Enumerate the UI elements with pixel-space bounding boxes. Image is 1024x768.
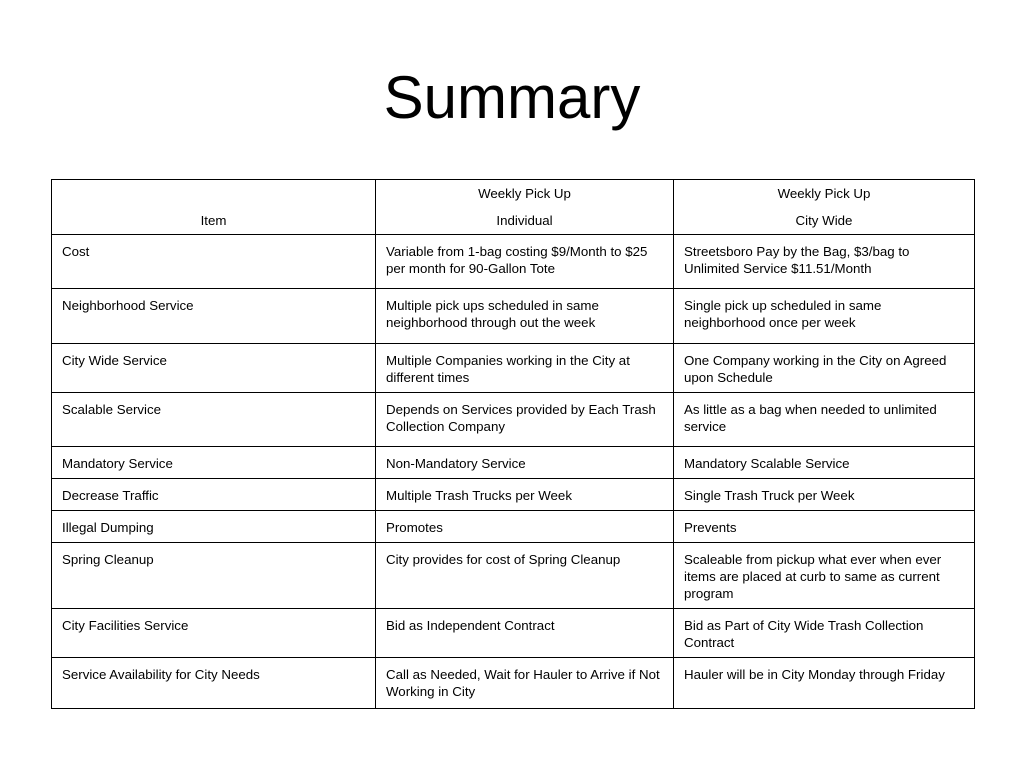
table-row bbox=[52, 511, 975, 543]
row-item-cell: Decrease Traffic bbox=[52, 479, 376, 511]
row-item-cell: Spring Cleanup bbox=[52, 543, 376, 609]
row-individual-cell: City provides for cost of Spring Cleanup bbox=[376, 543, 674, 609]
table-row bbox=[52, 447, 975, 479]
row-city-wide-cell: Scaleable from pickup what ever when ever items are placed at curb to same as current program bbox=[674, 543, 975, 609]
row-individual-cell: Promotes bbox=[376, 511, 674, 543]
row-item-cell: Service Availability for City Needs bbox=[52, 658, 376, 709]
header-city-wide-line2: City Wide bbox=[795, 213, 853, 228]
row-city-wide-cell: Streetsboro Pay by the Bag, $3/bag to Unlimited Service $11.51/Month bbox=[674, 235, 975, 289]
row-item-cell: City Facilities Service bbox=[52, 609, 376, 658]
row-item-cell: Neighborhood Service bbox=[52, 289, 376, 344]
table-row bbox=[52, 235, 975, 289]
row-individual-cell: Multiple pick ups scheduled in same neighborhood through out the week bbox=[376, 289, 674, 344]
table-row bbox=[52, 543, 975, 609]
row-city-wide-cell: Single Trash Truck per Week bbox=[674, 479, 975, 511]
table-row bbox=[52, 658, 975, 709]
header-item bbox=[52, 180, 376, 235]
header-city-wide-line1: Weekly Pick Up bbox=[777, 186, 871, 201]
header-individual bbox=[376, 180, 674, 235]
row-item-cell: Illegal Dumping bbox=[52, 511, 376, 543]
row-city-wide-cell: Hauler will be in City Monday through Friday bbox=[674, 658, 975, 709]
row-individual-cell: Depends on Services provided by Each Trash Collection Company bbox=[376, 393, 674, 447]
header-individual-line2: Individual bbox=[496, 213, 553, 228]
row-item-cell: Cost bbox=[52, 235, 376, 289]
row-city-wide-cell: Single pick up scheduled in same neighborhood once per week bbox=[674, 289, 975, 344]
row-item-cell: City Wide Service bbox=[52, 344, 376, 393]
header-individual-line1: Weekly Pick Up bbox=[478, 186, 571, 201]
row-individual-cell: Variable from 1-bag costing $9/Month to $25 per month for 90-Gallon Tote bbox=[376, 235, 674, 289]
table-row bbox=[52, 289, 975, 344]
table-row bbox=[52, 393, 975, 447]
row-city-wide-cell: One Company working in the City on Agreed upon Schedule bbox=[674, 344, 975, 393]
summary-table bbox=[51, 179, 975, 709]
header-item-line2: Item bbox=[200, 213, 227, 228]
table-header-row bbox=[52, 180, 975, 235]
row-item-cell: Mandatory Service bbox=[52, 447, 376, 479]
table-row bbox=[52, 344, 975, 393]
row-item-cell: Scalable Service bbox=[52, 393, 376, 447]
row-individual-cell: Multiple Companies working in the City at different times bbox=[376, 344, 674, 393]
row-individual-cell: Non-Mandatory Service bbox=[376, 447, 674, 479]
table-row bbox=[52, 479, 975, 511]
row-individual-cell: Multiple Trash Trucks per Week bbox=[376, 479, 674, 511]
row-individual-cell: Call as Needed, Wait for Hauler to Arrive if Not Working in City bbox=[376, 658, 674, 709]
row-city-wide-cell: Prevents bbox=[674, 511, 975, 543]
row-city-wide-cell: Bid as Part of City Wide Trash Collection Contract bbox=[674, 609, 975, 658]
table-row bbox=[52, 609, 975, 658]
header-city-wide bbox=[674, 180, 975, 235]
row-city-wide-cell: Mandatory Scalable Service bbox=[674, 447, 975, 479]
page-title: Summary bbox=[383, 64, 641, 131]
row-city-wide-cell: As little as a bag when needed to unlimited service bbox=[674, 393, 975, 447]
row-individual-cell: Bid as Independent Contract bbox=[376, 609, 674, 658]
